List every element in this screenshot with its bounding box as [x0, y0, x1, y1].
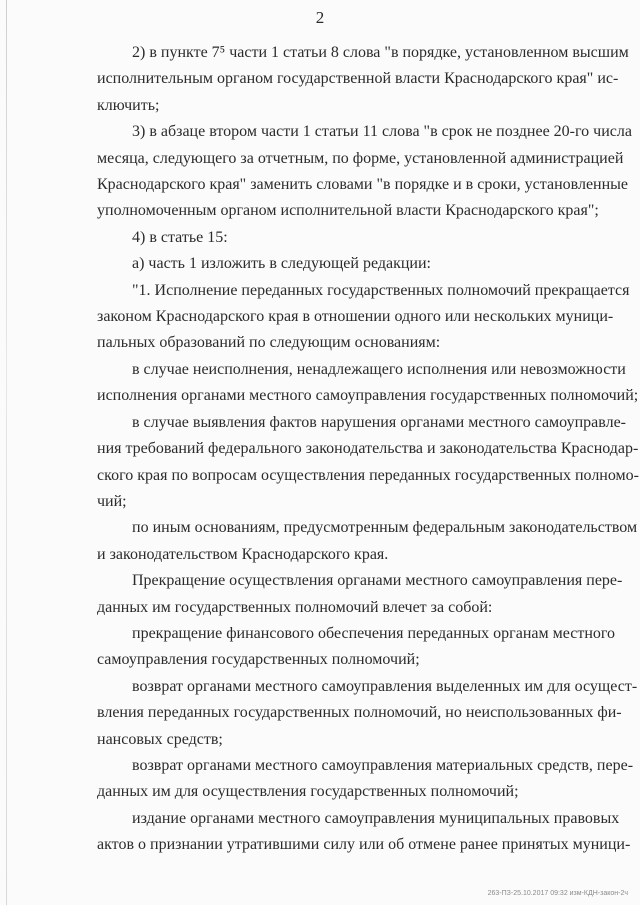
text-line: возврат органами местного самоуправления выделенных им для осущест- — [132, 677, 638, 695]
text-line: самоуправления государственных полномочий; — [97, 651, 420, 669]
text-line: нансовых средств; — [97, 730, 223, 748]
text-line: Краснодарского края" заменить словами "в порядке и в сроки, установленные — [97, 176, 629, 194]
text-line: ского края по вопросам осуществления переданных государственных полномо- — [97, 466, 640, 484]
text-line: пальных образований по следующим основаниям: — [97, 334, 441, 352]
text-line: в случае неисполнения, ненадлежащего исполнения или невозможности — [132, 360, 626, 378]
text-line: 4) в статье 15: — [132, 228, 228, 246]
text-line: издание органами местного самоуправления муниципальных правовых — [132, 809, 620, 827]
scan-edge-line — [6, 0, 7, 905]
text-line: уполномоченным органом исполнительной власти Краснодарского края"; — [97, 202, 599, 220]
text-line: чий; — [97, 492, 127, 510]
text-line: прекращение финансового обеспечения переданных органам местного — [132, 624, 616, 642]
text-line: исполнения органами местного самоуправления государственных полномочий; — [97, 387, 639, 405]
text-line: в случае выявления фактов нарушения органами местного самоуправле- — [132, 413, 626, 431]
text-line: актов о признании утратившими силу или об отмене ранее принятых муници- — [97, 836, 631, 854]
text-line: 3) в абзаце втором части 1 статьи 11 слова "в срок не позднее 20-го числа — [132, 123, 632, 141]
page-number: 2 — [315, 8, 325, 27]
text-line: данных им государственных полномочий влечет за собой: — [97, 598, 493, 616]
text-line: 2) в пункте 7⁵ части 1 статьи 8 слова "в порядке, установленном высшим — [132, 44, 629, 61]
text-line: а) часть 1 изложить в следующей редакции: — [132, 255, 431, 273]
text-line: ния требований федерального законодательства и законодательства Краснодар- — [97, 440, 639, 458]
text-line: возврат органами местного самоуправления материальных средств, пере- — [132, 756, 634, 774]
text-line: Прекращение осуществления органами местного самоуправления пере- — [132, 572, 623, 590]
text-line: по иным основаниям, предусмотренным федеральным законодательством — [132, 519, 638, 537]
text-line: и законодательством Краснодарского края. — [97, 545, 389, 563]
text-line: ключить; — [97, 96, 160, 114]
text-line: законом Краснодарского края в отношении одного или нескольких муници- — [97, 308, 614, 326]
text-line: исполнительным органом государственной власти Краснодарского края" ис- — [97, 70, 619, 88]
text-line: "1. Исполнение переданных государственных полномочий прекращается — [132, 281, 630, 299]
text-line: вления переданных государственных полномочий, но неиспользованных фи- — [97, 704, 622, 722]
footer-code: 263-ПЗ-25.10.2017 09:32 изм-КДН-закон-2ч — [487, 890, 628, 897]
text-line: месяца, следующего за отчетным, по форме, установленной администрацией — [97, 149, 624, 167]
text-line: данных им для осуществления государственных полномочий; — [97, 783, 519, 801]
document-body — [97, 40, 640, 859]
